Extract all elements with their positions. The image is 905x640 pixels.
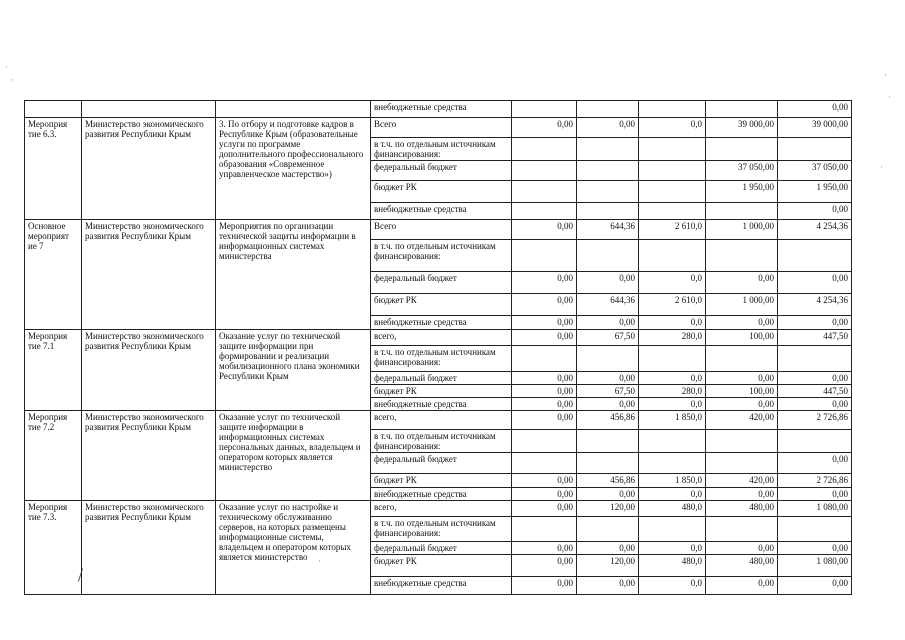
value-cell: 0,00: [577, 272, 639, 294]
total-cell: [778, 430, 852, 453]
value-cell: [706, 138, 778, 161]
source-cell: в т.ч. по отдельным источникам финансирования:: [371, 517, 512, 542]
scan-speck: ·: [10, 75, 13, 85]
value-cell: 0,00: [706, 372, 778, 385]
value-cell: [639, 161, 706, 181]
source-cell: внебюджетные средства: [371, 577, 512, 595]
value-cell: [706, 453, 778, 474]
total-cell: 2 726,86: [778, 474, 852, 488]
value-cell: 0,00: [577, 488, 639, 501]
value-cell: 0,00: [706, 272, 778, 294]
scan-speck: ·: [884, 70, 887, 80]
value-cell: 2 610,0: [639, 220, 706, 240]
total-cell: 2 726,86: [778, 411, 852, 430]
source-cell: бюджет РК: [371, 385, 512, 398]
source-cell: внебюджетные средства: [371, 203, 512, 220]
value-cell: 480,0: [639, 555, 706, 577]
total-cell: [778, 138, 852, 161]
value-cell: 0,00: [512, 118, 577, 138]
total-cell: 447,50: [778, 330, 852, 346]
value-cell: 0,00: [512, 316, 577, 330]
total-cell: 0,00: [778, 453, 852, 474]
value-cell: 420,00: [706, 474, 778, 488]
total-cell: 4 254,36: [778, 294, 852, 316]
value-cell: 0,00: [512, 488, 577, 501]
value-cell: 1 850,0: [639, 411, 706, 430]
total-cell: 0,00: [778, 101, 852, 118]
table-row: [25, 220, 852, 240]
executor-cell: Министерство экономического развития Республики Крым: [82, 501, 216, 595]
value-cell: 120,00: [577, 555, 639, 577]
source-cell: федеральный бюджет: [371, 161, 512, 181]
source-cell: в т.ч. по отдельным источникам финансирования:: [371, 240, 512, 272]
value-cell: 0,0: [639, 372, 706, 385]
source-cell: федеральный бюджет: [371, 542, 512, 555]
description-cell: [216, 101, 371, 118]
total-cell: 0,00: [778, 542, 852, 555]
source-cell: федеральный бюджет: [371, 453, 512, 474]
value-cell: 0,0: [639, 398, 706, 411]
value-cell: 0,00: [706, 398, 778, 411]
value-cell: 0,00: [512, 577, 577, 595]
value-cell: [639, 430, 706, 453]
value-cell: [512, 101, 577, 118]
total-cell: [778, 346, 852, 372]
source-cell: всего,: [371, 411, 512, 430]
value-cell: 100,00: [706, 385, 778, 398]
source-cell: в т.ч. по отдельным источникам финансирования:: [371, 346, 512, 372]
scan-speck: ·: [888, 92, 891, 102]
total-cell: [778, 240, 852, 272]
value-cell: [512, 240, 577, 272]
value-cell: [577, 203, 639, 220]
code-cell: Мероприя тие 7.2: [25, 411, 82, 501]
value-cell: 1 000,00: [706, 294, 778, 316]
scan-speck: ·: [5, 62, 8, 72]
total-cell: 4 254,36: [778, 220, 852, 240]
value-cell: [512, 181, 577, 203]
value-cell: 2 610,0: [639, 294, 706, 316]
table-row: [25, 411, 852, 430]
description-cell: Оказание услуг по настройке и техническому обслуживанию серверов, на которых размещены информационные системы, владельцем и оператором которых является министерство: [216, 501, 371, 595]
value-cell: [577, 240, 639, 272]
value-cell: 67,50: [577, 330, 639, 346]
source-cell: бюджет РК: [371, 474, 512, 488]
value-cell: 456,86: [577, 474, 639, 488]
value-cell: 0,00: [512, 272, 577, 294]
code-cell: [25, 101, 82, 118]
value-cell: 0,00: [512, 542, 577, 555]
value-cell: [512, 138, 577, 161]
total-cell: 0,00: [778, 398, 852, 411]
source-cell: бюджет РК: [371, 181, 512, 203]
value-cell: 0,00: [577, 372, 639, 385]
value-cell: 0,00: [512, 220, 577, 240]
total-cell: 0,00: [778, 488, 852, 501]
source-cell: в т.ч. по отдельным источникам финансирования:: [371, 138, 512, 161]
value-cell: 644,36: [577, 220, 639, 240]
value-cell: [577, 161, 639, 181]
value-cell: [577, 181, 639, 203]
scan-speck: ·: [880, 162, 883, 172]
executor-cell: Министерство экономического развития Республики Крым: [82, 118, 216, 220]
source-cell: Всего: [371, 118, 512, 138]
description-cell: 3. По отбору и подготовке кадров в Республике Крым (образовательные услуги по программе дополнительного профессионального образования «Современное управленческое мастерство»): [216, 118, 371, 220]
source-cell: бюджет РК: [371, 294, 512, 316]
source-cell: внебюджетные средства: [371, 488, 512, 501]
funding-table: [24, 100, 852, 595]
value-cell: [639, 181, 706, 203]
value-cell: 39 000,00: [706, 118, 778, 138]
value-cell: 37 050,00: [706, 161, 778, 181]
scan-speck: ·: [318, 556, 321, 566]
total-cell: 0,00: [778, 577, 852, 595]
value-cell: [577, 101, 639, 118]
value-cell: [639, 203, 706, 220]
source-cell: внебюджетные средства: [371, 316, 512, 330]
value-cell: [639, 453, 706, 474]
value-cell: 100,00: [706, 330, 778, 346]
source-cell: внебюджетные средства: [371, 398, 512, 411]
value-cell: 0,00: [512, 501, 577, 517]
source-cell: всего,: [371, 501, 512, 517]
source-cell: федеральный бюджет: [371, 372, 512, 385]
value-cell: [577, 346, 639, 372]
value-cell: [706, 203, 778, 220]
table-row: [25, 330, 852, 346]
value-cell: 0,0: [639, 118, 706, 138]
value-cell: 0,00: [706, 577, 778, 595]
value-cell: 456,86: [577, 411, 639, 430]
value-cell: [706, 346, 778, 372]
value-cell: 0,00: [577, 398, 639, 411]
table-row: [25, 101, 852, 118]
executor-cell: Министерство экономического развития Республики Крым: [82, 330, 216, 411]
value-cell: [577, 517, 639, 542]
total-cell: 1 080,00: [778, 501, 852, 517]
description-cell: Оказание услуг по технической защите информации при формировании и реализации мобилизационного плана экономики Республики Крым: [216, 330, 371, 411]
value-cell: 0,00: [706, 316, 778, 330]
value-cell: [639, 346, 706, 372]
total-cell: 447,50: [778, 385, 852, 398]
value-cell: 280,0: [639, 385, 706, 398]
value-cell: [577, 430, 639, 453]
table-row: [25, 501, 852, 517]
value-cell: 480,00: [706, 555, 778, 577]
value-cell: [706, 101, 778, 118]
value-cell: [577, 138, 639, 161]
value-cell: 0,00: [577, 118, 639, 138]
total-cell: 39 000,00: [778, 118, 852, 138]
value-cell: 0,00: [577, 316, 639, 330]
value-cell: 280,0: [639, 330, 706, 346]
value-cell: 0,0: [639, 272, 706, 294]
value-cell: [512, 430, 577, 453]
description-cell: Оказание услуг по технической защите информации в информационных системах персональных данных, владельцем и оператором которых является министерство: [216, 411, 371, 501]
value-cell: 0,00: [512, 294, 577, 316]
code-cell: Мероприя тие 7.3.: [25, 501, 82, 595]
code-cell: Мероприя тие 7.1: [25, 330, 82, 411]
value-cell: 0,0: [639, 577, 706, 595]
value-cell: [577, 453, 639, 474]
source-cell: внебюджетные средства: [371, 101, 512, 118]
value-cell: 0,00: [512, 385, 577, 398]
total-cell: 1 950,00: [778, 181, 852, 203]
value-cell: 0,00: [512, 555, 577, 577]
value-cell: [512, 161, 577, 181]
value-cell: [639, 138, 706, 161]
value-cell: [706, 430, 778, 453]
value-cell: 0,00: [577, 542, 639, 555]
total-cell: 1 080,00: [778, 555, 852, 577]
source-cell: всего,: [371, 330, 512, 346]
value-cell: 644,36: [577, 294, 639, 316]
value-cell: [512, 517, 577, 542]
total-cell: 0,00: [778, 203, 852, 220]
value-cell: 0,00: [512, 411, 577, 430]
value-cell: [512, 453, 577, 474]
value-cell: 0,00: [512, 372, 577, 385]
source-cell: Всего: [371, 220, 512, 240]
value-cell: [639, 240, 706, 272]
total-cell: 0,00: [778, 372, 852, 385]
code-cell: Основное мероприят ие 7: [25, 220, 82, 330]
description-cell: Мероприятия по организации технической защиты информации в информационных системах министерства: [216, 220, 371, 330]
value-cell: 0,00: [512, 474, 577, 488]
value-cell: 0,0: [639, 316, 706, 330]
value-cell: [639, 101, 706, 118]
value-cell: 1 000,00: [706, 220, 778, 240]
total-cell: 0,00: [778, 316, 852, 330]
value-cell: 1 850,0: [639, 474, 706, 488]
value-cell: [706, 517, 778, 542]
value-cell: 0,00: [512, 330, 577, 346]
total-cell: [778, 517, 852, 542]
value-cell: 67,50: [577, 385, 639, 398]
table-row: [25, 118, 852, 138]
value-cell: 480,00: [706, 501, 778, 517]
value-cell: 420,00: [706, 411, 778, 430]
source-cell: в т.ч. по отдельным источникам финансирования:: [371, 430, 512, 453]
source-cell: бюджет РК: [371, 555, 512, 577]
value-cell: 0,00: [706, 542, 778, 555]
executor-cell: [82, 101, 216, 118]
table-body: [25, 101, 852, 595]
executor-cell: Министерство экономического развития Республики Крым: [82, 411, 216, 501]
value-cell: 1 950,00: [706, 181, 778, 203]
executor-cell: Министерство экономического развития Республики Крым: [82, 220, 216, 330]
value-cell: 0,0: [639, 488, 706, 501]
value-cell: [512, 203, 577, 220]
source-cell: федеральный бюджет: [371, 272, 512, 294]
total-cell: 0,00: [778, 272, 852, 294]
value-cell: 120,00: [577, 501, 639, 517]
value-cell: [512, 346, 577, 372]
value-cell: [639, 517, 706, 542]
value-cell: 0,00: [577, 577, 639, 595]
code-cell: Мероприя тие 6.3.: [25, 118, 82, 220]
value-cell: 0,0: [639, 542, 706, 555]
total-cell: 37 050,00: [778, 161, 852, 181]
value-cell: 0,00: [512, 398, 577, 411]
value-cell: [706, 240, 778, 272]
value-cell: 0,00: [706, 488, 778, 501]
value-cell: 480,0: [639, 501, 706, 517]
